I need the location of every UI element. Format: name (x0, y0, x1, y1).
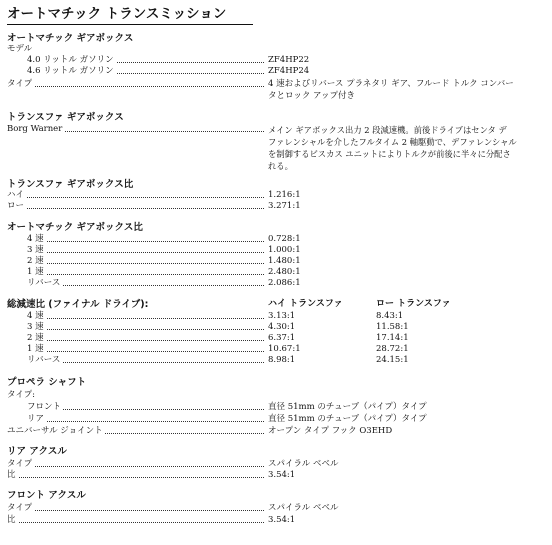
spec-label: 1 速 (27, 267, 44, 277)
spec-value: スパイラル ベベル (268, 459, 339, 469)
spec-value-low: 24.15:1 (376, 355, 409, 365)
spec-value: 1.480:1 (268, 256, 301, 266)
spec-label: リア (27, 414, 45, 424)
description-line: メイン ギアボックス出力 2 段減速機。前後ドライブはセンタ デ (268, 125, 507, 135)
spec-row (0, 503, 552, 514)
spec-value: ZF4HP24 (268, 66, 310, 76)
spec-label: 比 (7, 470, 16, 480)
spec-label: 4 速 (27, 311, 44, 321)
spec-label: ユニバーサル ジョイント (7, 426, 103, 436)
section-heading-transfer-gearbox: トランスファ ギアボックス (7, 112, 124, 123)
spec-row (0, 267, 552, 278)
spec-row (0, 426, 552, 437)
spec-value: 2.086:1 (268, 278, 301, 288)
spec-value: 1.216:1 (268, 190, 301, 200)
spec-row (0, 515, 552, 526)
section-heading-automatic-ratios: オートマチック ギアボックス比 (7, 222, 143, 233)
spec-value-low: 28.72:1 (376, 344, 409, 354)
spec-row (0, 414, 552, 425)
spec-value: 2.480:1 (268, 267, 301, 277)
spec-row (0, 55, 552, 66)
spec-row (0, 234, 552, 245)
spec-value-low: 8.43:1 (376, 311, 404, 321)
spec-row (0, 79, 552, 90)
spec-label: 3 速 (27, 245, 44, 255)
spec-label: 2 速 (27, 256, 44, 266)
leader-dots (30, 241, 264, 242)
section-heading-transfer-ratios: トランスファ ギアボックス比 (7, 179, 134, 190)
spec-row (0, 245, 552, 256)
spec-label: ロー (7, 201, 25, 211)
spec-value-continued: タとロック アップ付き (268, 91, 355, 101)
column-header-low-transfer: ロー トランスファ (376, 299, 451, 309)
leader-dots (10, 197, 264, 198)
leader-dots (30, 340, 264, 341)
spec-value-high: 10.67:1 (268, 344, 301, 354)
section-heading-automatic-gearbox: オートマチック ギアボックス (7, 33, 134, 44)
spec-label: 1 速 (27, 344, 44, 354)
spec-label: 4 速 (27, 234, 44, 244)
spec-value: 1.000:1 (268, 245, 301, 255)
spec-row (0, 278, 552, 289)
leader-dots (10, 510, 264, 511)
spec-value-high: 4.30:1 (268, 322, 296, 332)
section-heading-rear-axle: リア アクスル (7, 446, 67, 457)
leader-dots (30, 252, 264, 253)
spec-label: リバース (27, 278, 61, 288)
spec-row (0, 355, 552, 366)
spec-label: 4.0 リットル ガソリン (27, 55, 114, 65)
spec-value-high: 6.37:1 (268, 333, 296, 343)
transfer-description (268, 124, 544, 172)
spec-row (0, 66, 552, 77)
spec-row (0, 470, 552, 481)
leader-dots (30, 421, 264, 422)
spec-value: 3.54:1 (268, 470, 296, 480)
spec-row (0, 402, 552, 413)
spec-value-high: 3.13:1 (268, 311, 296, 321)
leader-dots (30, 362, 264, 363)
propshaft-type-label: タイプ: (7, 390, 35, 400)
leader-dots (30, 351, 264, 352)
spec-row (0, 344, 552, 355)
spec-row (0, 201, 552, 212)
spec-value-high: 8.98:1 (268, 355, 296, 365)
description-line: れる。 (268, 161, 293, 171)
leader-dots (10, 208, 264, 209)
spec-label: タイプ (7, 503, 33, 513)
spec-row (0, 322, 552, 333)
spec-row (0, 333, 552, 344)
leader-dots (30, 263, 264, 264)
spec-row (0, 459, 552, 470)
spec-value-low: 17.14:1 (376, 333, 409, 343)
leader-dots (10, 477, 264, 478)
spec-label: Borg Warner (7, 124, 63, 134)
spec-label: タイプ (7, 79, 33, 89)
page-title: オートマチック トランスミッション (7, 6, 253, 25)
spec-label: リバース (27, 355, 61, 365)
spec-value: 直径 51mm のチューブ（パイプ）タイプ (268, 402, 427, 412)
leader-dots (10, 522, 264, 523)
spec-value: 0.728:1 (268, 234, 301, 244)
spec-row (0, 190, 552, 201)
leader-dots (10, 466, 264, 467)
description-line: ファレンシャルを介したフルタイム 2 軸駆動で、デファレンシャル (268, 137, 517, 147)
spec-label: 比 (7, 515, 16, 525)
leader-dots (30, 274, 264, 275)
spec-value: ZF4HP22 (268, 55, 310, 65)
spec-row (0, 311, 552, 322)
spec-value: 直径 51mm のチューブ（パイプ）タイプ (268, 414, 427, 424)
spec-label: タイプ (7, 459, 33, 469)
description-line: を制御するビスカス ユニットによりトルクが前後に半々に分配さ (268, 149, 511, 159)
spec-label: 4.6 リットル ガソリン (27, 66, 114, 76)
spec-value: スパイラル ベベル (268, 503, 339, 513)
spec-row (0, 256, 552, 267)
spec-value: 3.271:1 (268, 201, 301, 211)
model-label: モデル (7, 44, 33, 54)
leader-dots (30, 329, 264, 330)
leader-dots (30, 409, 264, 410)
spec-label: 2 速 (27, 333, 44, 343)
section-heading-propeller-shaft: プロペラ シャフト (7, 377, 87, 388)
spec-value: オープン タイプ フック O3EHD (268, 426, 393, 436)
leader-dots (30, 285, 264, 286)
leader-dots (10, 86, 264, 87)
column-header-high-transfer: ハイ トランスファ (268, 299, 343, 309)
section-heading-final-drive: 総減速比 (ファイナル ドライブ): (7, 299, 149, 310)
leader-dots (30, 318, 264, 319)
spec-value: 4 速およびリバース プラネタリ ギア、フルード トルク コンバー (268, 79, 514, 89)
section-heading-front-axle: フロント アクスル (7, 490, 86, 501)
spec-label: ハイ (7, 190, 25, 200)
spec-label: フロント (27, 402, 62, 412)
spec-label: 3 速 (27, 322, 44, 332)
spec-value: 3.54:1 (268, 515, 296, 525)
spec-value-low: 11.58:1 (376, 322, 409, 332)
